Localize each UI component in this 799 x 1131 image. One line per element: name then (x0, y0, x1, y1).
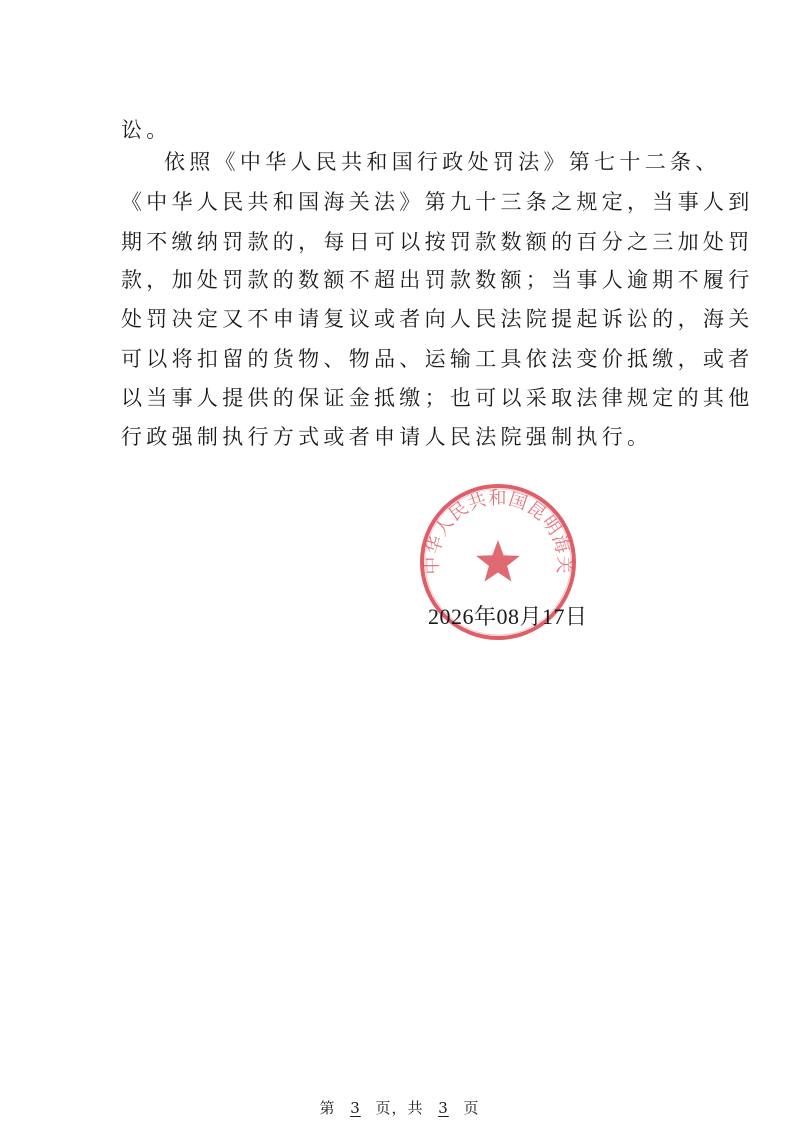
page-number: 3 (350, 1099, 361, 1117)
seal-star-icon (476, 540, 520, 582)
body-line: 处罚决定又不申请复议或者向人民法院提起诉讼的，海关 (121, 307, 754, 331)
seal-text: 中华人民共和国昆明海关 (421, 488, 575, 575)
body-line: 以当事人提供的保证金抵缴；也可以采取法律规定的其他 (121, 386, 754, 410)
body-line: 款，加处罚款的数额不超出罚款数额；当事人逾期不履行 (121, 268, 754, 292)
body-line: 可以将扣留的货物、物品、运输工具依法变价抵缴，或者 (121, 347, 754, 371)
body-line: 期不缴纳罚款的，每日可以按罚款数额的百分之三加处罚 (121, 230, 754, 254)
page-footer (0, 1097, 799, 1118)
footer-middle: 页，共 (375, 1099, 424, 1117)
body-line: 《中华人民共和国海关法》第九十三条之规定，当事人到 (121, 190, 754, 214)
body-line: 讼。 (121, 118, 172, 142)
body-line: 行政强制执行方式或者申请人民法院强制执行。 (121, 425, 653, 449)
footer-suffix: 页 (463, 1099, 480, 1117)
footer-prefix: 第 (319, 1099, 336, 1117)
page-total: 3 (438, 1099, 449, 1117)
issue-date: 2026年08月17日 (428, 604, 588, 629)
body-paragraph-start: 依照《中华人民共和国行政处罚法》第七十二条、 (164, 150, 721, 174)
